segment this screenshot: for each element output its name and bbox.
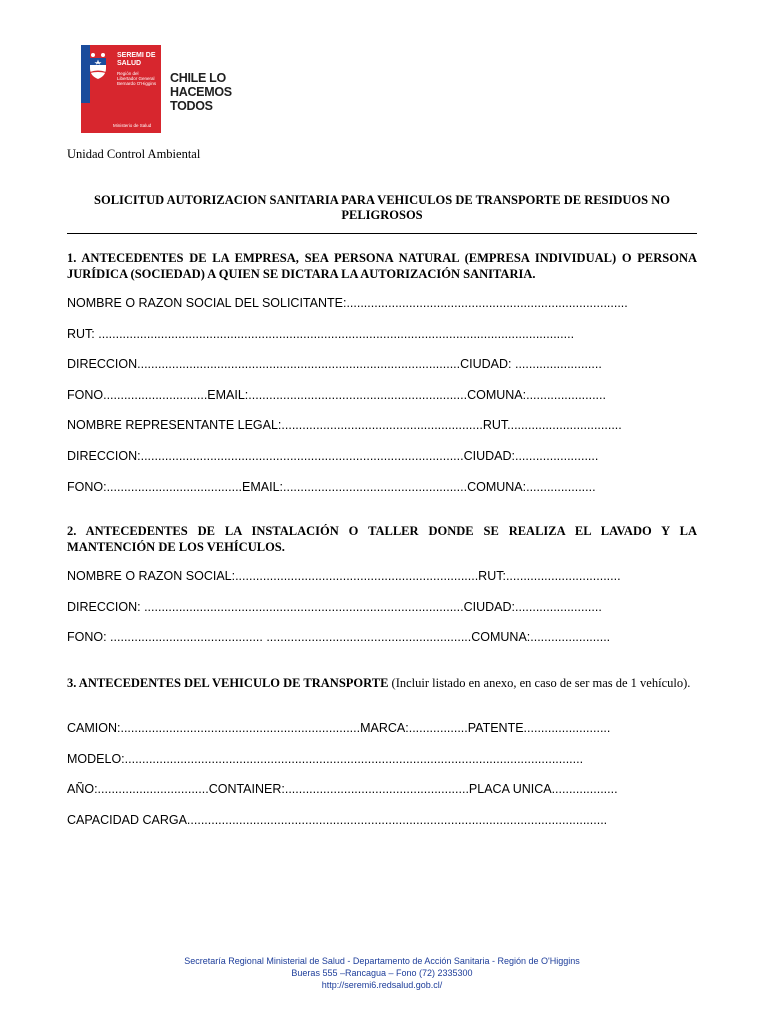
field-instalacion-nombre-rut[interactable]: NOMBRE O RAZON SOCIAL:......................................................................RUT:.................................	[67, 569, 621, 583]
unit-label: Unidad Control Ambiental	[67, 147, 201, 161]
field-representante-direccion[interactable]: DIRECCION:.............................................................................................CIUDAD:........................	[67, 449, 599, 463]
field-ano-container-placa[interactable]: AÑO:................................CONTAINER:.....................................................PLACA UNICA...................	[67, 782, 618, 796]
section-3-note: (Incluir listado en anexo, en caso de ser mas de 1 vehículo).	[388, 676, 691, 690]
seremi-logo	[81, 45, 231, 135]
title-divider	[67, 233, 697, 234]
field-rut[interactable]: RUT: .........................................................................................................................................	[67, 327, 575, 341]
logo-ministerio-text: Ministerio de Salud	[113, 123, 152, 128]
section-3-heading	[67, 675, 697, 691]
logo-region-text: Región del Libertador General Bernardo O'Higgins	[117, 71, 157, 86]
field-nombre-solicitante[interactable]: NOMBRE O RAZON SOCIAL DEL SOLICITANTE:.................................................................................	[67, 296, 628, 310]
section-2-heading: 2. ANTECEDENTES DE LA INSTALACIÓN O TALLER DONDE SE REALIZA EL LAVADO Y LA MANTENCIÓN DE LOS VEHÍCULOS.	[67, 524, 697, 554]
field-direccion-ciudad[interactable]: DIRECCION.............................................................................................CIUDAD: .........................	[67, 357, 602, 371]
field-representante-rut[interactable]: NOMBRE REPRESENTANTE LEGAL:..........................................................RUT.................................	[67, 418, 622, 432]
field-representante-fono[interactable]: FONO:.......................................EMAIL:.....................................................COMUNA:....................	[67, 480, 596, 494]
footer-line-1: Secretaría Regional Ministerial de Salud - Departamento de Acción Sanitaria - Región de O'Higgins	[184, 956, 580, 966]
document-title: SOLICITUD AUTORIZACION SANITARIA PARA VEHICULOS DE TRANSPORTE DE RESIDUOS NO PELIGROSOS	[94, 193, 670, 222]
section-3-title: 3. ANTECEDENTES DEL VEHICULO DE TRANSPORTE	[67, 676, 389, 690]
field-capacidad-carga[interactable]: CAPACIDAD CARGA.........................................................................................................................	[67, 813, 608, 827]
field-fono-email-comuna[interactable]: FONO..............................EMAIL:...............................................................COMUNA:.......................	[67, 388, 606, 402]
section-1-heading: 1. ANTECEDENTES DE LA EMPRESA, SEA PERSONA NATURAL (EMPRESA INDIVIDUAL) O PERSONA JURÍDICA (SOCIEDAD) A QUIEN SE DICTARA LA AUTORIZACIÓN SANITARIA.	[67, 251, 697, 281]
field-instalacion-fono[interactable]: FONO: ............................................ ...........................................................COMUNA:.......................	[67, 630, 611, 644]
footer-line-2: Bueras 555 –Rancagua – Fono (72) 2335300	[291, 968, 473, 978]
footer-url[interactable]: http://seremi6.redsalud.gob.cl/	[321, 980, 443, 990]
logo-red-bar	[81, 103, 90, 133]
coat-of-arms-icon	[87, 52, 109, 80]
field-camion-marca-patente[interactable]: CAMION:.....................................................................MARCA:.................PATENTE.........................	[67, 721, 611, 735]
logo-seremi-text: SEREMI DE SALUD	[117, 52, 156, 67]
logo-slogan: CHILE LO HACEMOS TODOS	[170, 71, 232, 113]
field-instalacion-direccion[interactable]: DIRECCION: ............................................................................................CIUDAD:.........................	[67, 600, 602, 614]
field-modelo[interactable]: MODELO:....................................................................................................................................	[67, 752, 584, 766]
